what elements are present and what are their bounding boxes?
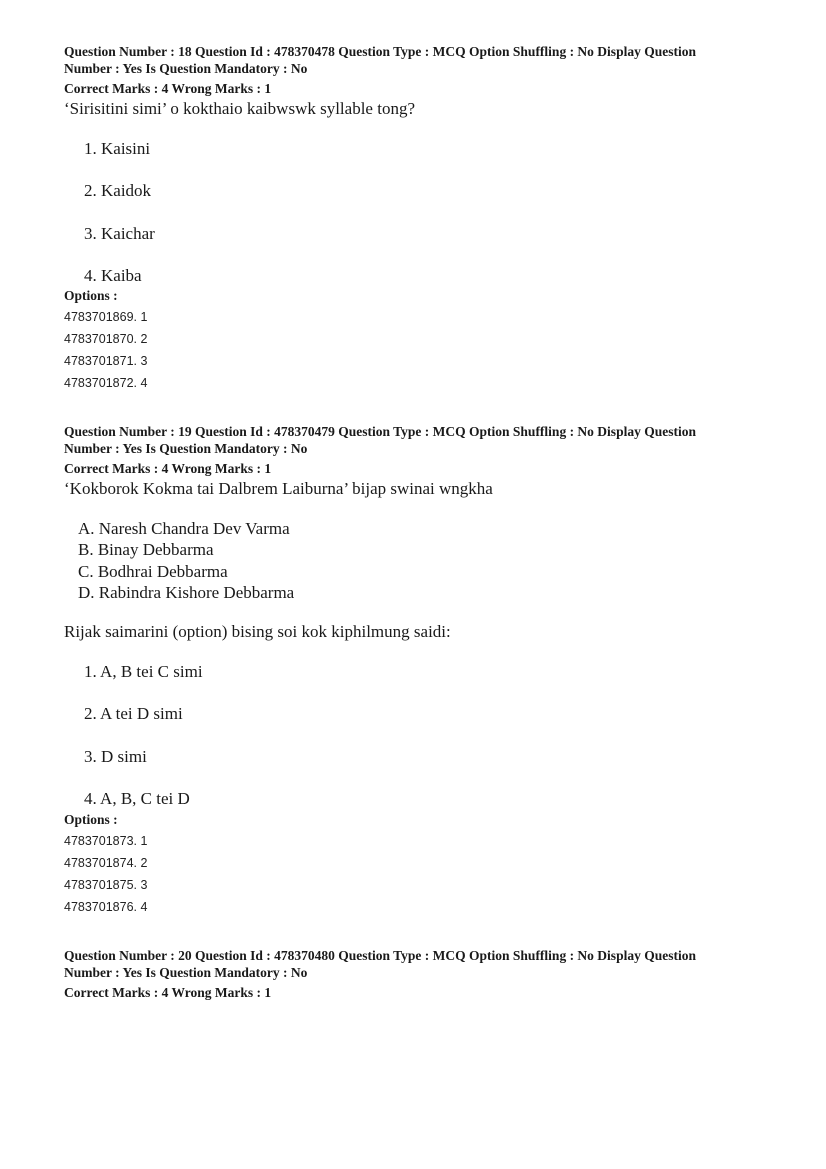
choice-4: 4. A, B, C tei D <box>84 789 190 808</box>
question-header-line1: Question Number : 19 Question Id : 478370479 Question Type : MCQ Option Shuffling : No Display Question <box>64 424 696 439</box>
options-label: Options : <box>64 812 118 827</box>
statement-d: D. Rabindra Kishore Debbarma <box>78 583 295 602</box>
option-id-3: 4783701871. 3 <box>64 354 148 368</box>
options-label: Options : <box>64 288 118 303</box>
statement-b: B. Binay Debbarma <box>78 540 214 559</box>
option-id-1: 4783701873. 1 <box>64 834 148 848</box>
choice-1: 1. A, B tei C simi <box>84 662 203 681</box>
choice-2: 2. Kaidok <box>84 181 152 200</box>
question-header-line1: Question Number : 18 Question Id : 478370478 Question Type : MCQ Option Shuffling : No Display Question <box>64 44 696 59</box>
question-text: ‘Kokborok Kokma tai Dalbrem Laiburna’ bijap swinai wngkha <box>64 479 493 498</box>
question-prompt: Rijak saimarini (option) bising soi kok kiphilmung saidi: <box>64 622 451 641</box>
option-id-1: 4783701869. 1 <box>64 310 148 324</box>
choice-2: 2. A tei D simi <box>84 704 183 723</box>
option-id-4: 4783701876. 4 <box>64 900 148 914</box>
choice-1: 1. Kaisini <box>84 139 151 158</box>
choice-3: 3. Kaichar <box>84 224 155 243</box>
question-marks: Correct Marks : 4 Wrong Marks : 1 <box>64 985 272 1000</box>
question-header-line2: Number : Yes Is Question Mandatory : No <box>64 61 308 76</box>
statement-a: A. Naresh Chandra Dev Varma <box>78 519 290 538</box>
choice-4: 4. Kaiba <box>84 266 142 285</box>
question-header-line2: Number : Yes Is Question Mandatory : No <box>64 441 308 456</box>
statement-c: C. Bodhrai Debbarma <box>78 562 228 581</box>
question-marks: Correct Marks : 4 Wrong Marks : 1 <box>64 461 272 476</box>
option-id-2: 4783701870. 2 <box>64 332 148 346</box>
option-id-4: 4783701872. 4 <box>64 376 148 390</box>
question-marks: Correct Marks : 4 Wrong Marks : 1 <box>64 81 272 96</box>
question-text: ‘Sirisitini simi’ o kokthaio kaibwswk syllable tong? <box>64 99 415 118</box>
question-header-line1: Question Number : 20 Question Id : 478370480 Question Type : MCQ Option Shuffling : No Display Question <box>64 948 696 963</box>
question-header-line2: Number : Yes Is Question Mandatory : No <box>64 965 308 980</box>
choice-3: 3. D simi <box>84 747 147 766</box>
option-id-2: 4783701874. 2 <box>64 856 148 870</box>
option-id-3: 4783701875. 3 <box>64 878 148 892</box>
